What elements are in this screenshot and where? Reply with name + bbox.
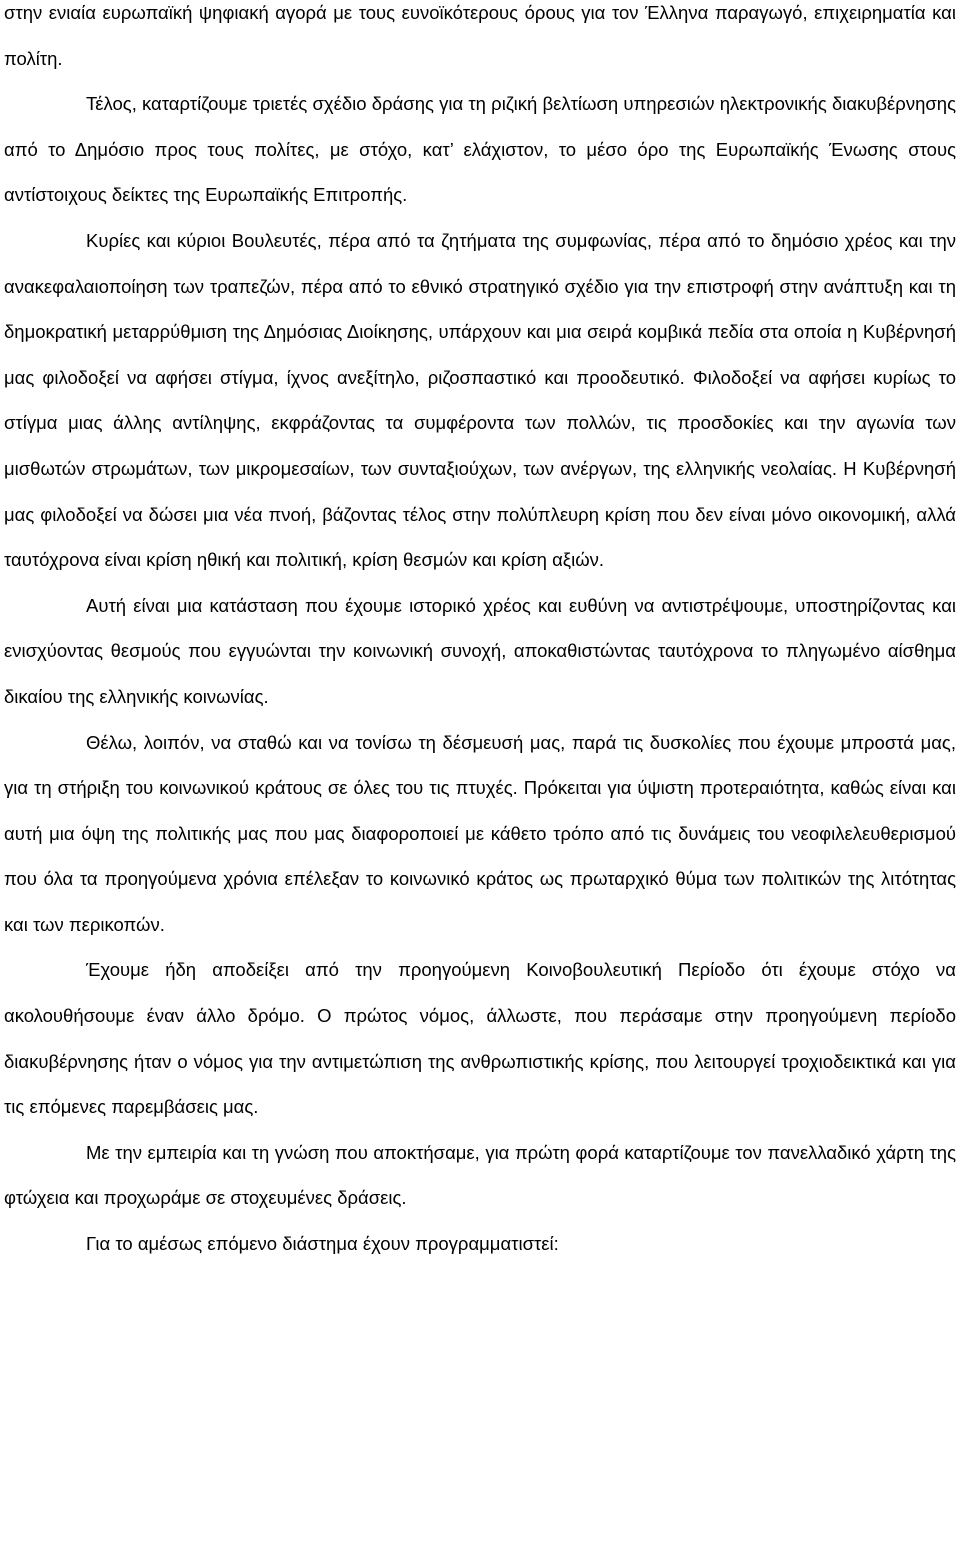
paragraph-continuation: στην ενιαία ευρωπαϊκή ψηφιακή αγορά με τους ευνοϊκότερους όρους για τον Έλληνα παραγωγό, επιχειρηματία και πολίτη. [4,2,956,69]
paragraph-welfare-state: Θέλω, λοιπόν, να σταθώ και να τονίσω τη δέσμευσή μας, παρά τις δυσκολίες που έχουμε μπροστά μας, για τη στήριξη του κοινωνικού κράτους σε όλες του τις πτυχές. Πρόκειται για ύψιστη προτεραιότητα, καθώς είναι και αυτή μια όψη της πολιτικής μας που μας διαφοροποιεί με κάθετο τρόπο από τις δυνάμεις του νεοφιλελευθερισμού που όλα τα προηγούμενα χρόνια επέλεξαν το κοινωνικό κράτος ως πρωταρχικό θύμα των πολιτικών της λιτότητας και των περικοπών. [4,731,956,935]
paragraph-different-path: Έχουμε ήδη αποδείξει από την προηγούμενη Κοινοβουλευτική Περίοδο ότι έχουμε στόχο να ακολουθήσουμε έναν άλλο δρόμο. Ο πρώτος νόμος, άλλωστε, που περάσαμε στην προηγούμενη περίοδο διακυβέρνησης ήταν ο νόμος για την αντιμετώπιση της ανθρωπιστικής κρίσης, που λειτουργεί τροχιοδεικτικά και για τις επόμενες παρεμβάσεις μας. [4,959,956,1118]
paragraph-e-government: Τέλος, καταρτίζουμε τριετές σχέδιο δράσης για τη ριζική βελτίωση υπηρεσιών ηλεκτρονικής διακυβέρνησης από το Δημόσιο προς τους πολίτες, με στόχο, κατ’ ελάχιστον, το μέσο όρο της Ευρωπαϊκής Ένωσης στους αντίστοιχους δείκτες της Ευρωπαϊκής Επιτροπής. [4,93,956,206]
paragraph-poverty-map: Με την εμπειρία και τη γνώση που αποκτήσαμε, για πρώτη φορά καταρτίζουμε τον πανελλαδικό χάρτη της φτώχεια και προχωράμε σε στοχευμένες δράσεις. [4,1141,956,1209]
paragraph-scheduled: Για το αμέσως επόμενο διάστημα έχουν προγραμματιστεί: [86,1233,559,1255]
document-page [4,0,956,1267]
paragraph-historic-debt: Αυτή είναι μια κατάσταση που έχουμε ιστορικό χρέος και ευθύνη να αντιστρέψουμε, υποστηρίζοντας και ενισχύοντας θεσμούς που εγγυώνται την κοινωνική συνοχή, αποκαθιστώντας ταυτόχρονα το πληγωμένο αίσθημα δικαίου της ελληνικής κοινωνίας. [4,594,956,707]
paragraph-key-fields: Κυρίες και κύριοι Βουλευτές, πέρα από τα ζητήματα της συμφωνίας, πέρα από το δημόσιο χρέος και την ανακεφαλαιοποίηση των τραπεζών, πέρα από το εθνικό στρατηγικό σχέδιο για την επιστροφή στην ανάπτυξη και τη δημοκρατική μεταρρύθμιση της Δημόσιας Διοίκησης, υπάρχουν και μια σειρά κομβικά πεδία στα οποία η Κυβέρνησή μας φιλοδοξεί να αφήσει στίγμα, ίχνος ανεξίτηλο, ριζοσπαστικό και προοδευτικό. Φιλοδοξεί να αφήσει κυρίως το στίγμα μιας άλλης αντίληψης, εκφράζοντας τα συμφέροντα των πολλών, τις προσδοκίες και την αγωνία των μισθωτών στρωμάτων, των μικρομεσαίων, των συνταξιούχων, των ανέργων, της ελληνικής νεολαίας. Η Κυβέρνησή μας φιλοδοξεί να δώσει μια νέα πνοή, βάζοντας τέλος στην πολύπλευρη κρίση που δεν είναι μόνο οικονομική, αλλά ταυτόχρονα είναι κρίση ηθική και πολιτική, κρίση θεσμών και κρίση αξιών. [4,229,956,571]
